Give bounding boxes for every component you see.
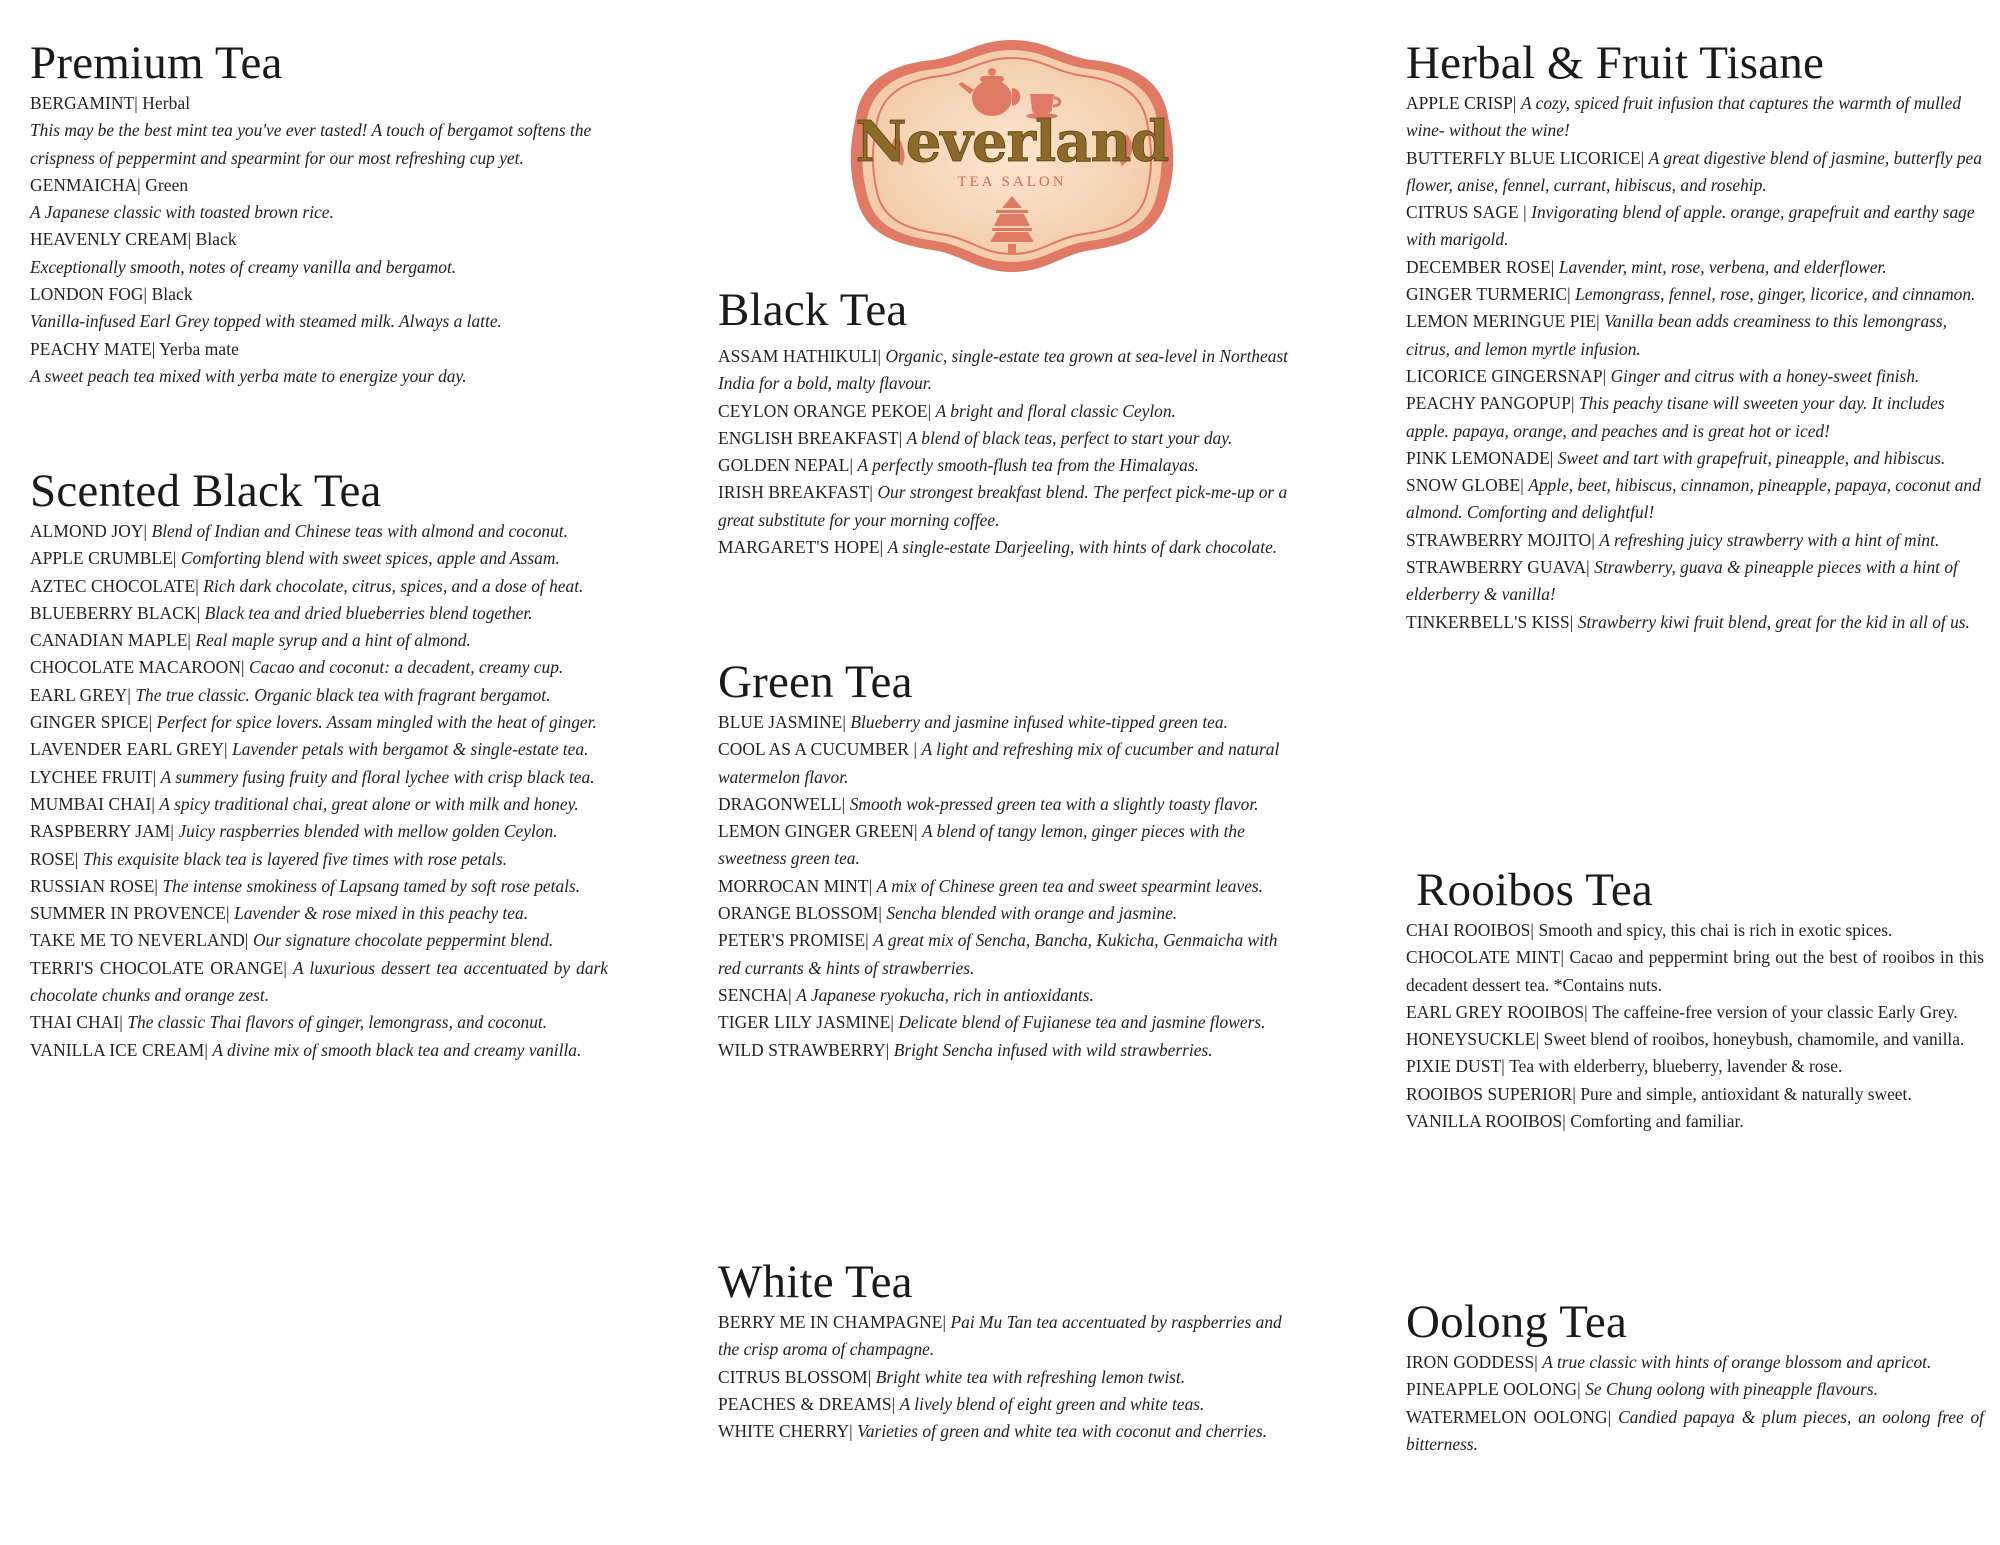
menu-item: BLUEBERRY BLACK| Black tea and dried blueberries blend together. xyxy=(30,602,533,623)
section-black-tea xyxy=(718,283,1290,561)
section-title: Oolong Tea xyxy=(1406,1296,1628,1348)
menu-item: LAVENDER EARL GREY| Lavender petals with bergamot & single-estate tea. xyxy=(30,739,589,760)
menu-list xyxy=(1406,90,1984,636)
menu-item: IRISH BREAKFAST| Our strongest breakfast blend. The perfect pick-me-up or a great substitute for your morning coffee. xyxy=(718,482,1288,530)
menu-item: LEMON GINGER GREEN| A blend of tangy lemon, ginger pieces with the sweetness green tea. xyxy=(718,821,1245,869)
menu-item: BLUE JASMINE| Blueberry and jasmine infused white-tipped green tea. xyxy=(718,712,1228,732)
menu-item: WATERMELON OOLONG| Candied papaya & plum pieces, an oolong free of bitterness. xyxy=(1406,1406,1984,1454)
menu-item: CHOCOLATE MACAROON| Cacao and coconut: a decadent, creamy cup. xyxy=(30,657,564,678)
menu-list xyxy=(30,518,608,1064)
menu-item: PINEAPPLE OOLONG| Se Chung oolong with pineapple flavours. xyxy=(1406,1379,1878,1400)
section-title: Green Tea xyxy=(718,656,913,708)
menu-item: BERRY ME IN CHAMPAGNE| Pai Mu Tan tea accentuated by raspberries and the crisp aroma of champagne. xyxy=(718,1312,1282,1360)
menu-item: APPLE CRUMBLE| Comforting blend with sweet spices, apple and Assam. xyxy=(30,548,560,569)
menu-item: HONEYSUCKLE| Sweet blend of rooibos, honeybush, chamomile, and vanilla. xyxy=(1406,1029,1965,1050)
section-premium-tea xyxy=(30,36,608,390)
menu-item: SUMMER IN PROVENCE| Lavender & rose mixed in this peachy tea. xyxy=(30,903,529,924)
menu-item: PEACHY PANGOPUP| This peachy tisane will sweeten your day. It includes apple. papaya, orange, and peaches and is great hot or iced! xyxy=(1406,393,1945,441)
menu-item: PINK LEMONADE| Sweet and tart with grapefruit, pineapple, and hibiscus. xyxy=(1406,447,1946,468)
menu-item: STRAWBERRY MOJITO| A refreshing juicy strawberry with a hint of mint. xyxy=(1406,529,1940,550)
menu-item: TINKERBELL'S KISS| Strawberry kiwi fruit blend, great for the kid in all of us. xyxy=(1406,611,1970,632)
menu-item: VANILLA ROOIBOS| Comforting and familiar. xyxy=(1406,1111,1744,1132)
menu-item: GINGER SPICE| Perfect for spice lovers. Assam mingled with the heat of ginger. xyxy=(30,712,597,733)
menu-item: VANILLA ICE CREAM| A divine mix of smooth black tea and creamy vanilla. xyxy=(30,1039,582,1060)
menu-item: RASPBERRY JAM| Juicy raspberries blended with mellow golden Ceylon. xyxy=(30,821,558,842)
menu-item: PETER'S PROMISE| A great mix of Sencha, Bancha, Kukicha, Genmaicha with red currants & hints of strawberries. xyxy=(718,930,1278,978)
section-title: Herbal & Fruit Tisane xyxy=(1406,37,1825,89)
menu-item: AZTEC CHOCOLATE| Rich dark chocolate, citrus, spices, and a dose of heat. xyxy=(30,575,584,596)
menu-item: LEMON MERINGUE PIE| Vanilla bean adds creaminess to this lemongrass, citrus, and lemon myrtle infusion. xyxy=(1406,311,1948,359)
menu-item: APPLE CRISP| A cozy, spiced fruit infusion that captures the warmth of mulled wine- without the wine! xyxy=(1406,93,1962,141)
menu-item: DRAGONWELL| Smooth wok-pressed green tea with a slightly toasty flavor. xyxy=(718,793,1259,814)
menu-item: ASSAM HATHIKULI| Organic, single-estate tea grown at sea-level in Northeast India for a bold, malty flavour. xyxy=(718,346,1288,394)
logo-badge-icon xyxy=(842,36,1182,276)
menu-item: SNOW GLOBE| Apple, beet, hibiscus, cinnamon, pineapple, papaya, coconut and almond. Comforting and delightful! xyxy=(1406,475,1981,523)
menu-item: MORROCAN MINT| A mix of Chinese green tea and sweet spearmint leaves. xyxy=(718,875,1264,896)
menu-list xyxy=(718,709,1290,1064)
svg-text:Neverland: Neverland xyxy=(855,109,1169,175)
menu-item: STRAWBERRY GUAVA| Strawberry, guava & pineapple pieces with a hint of elderberry & vanilla! xyxy=(1406,557,1958,605)
menu-item: MARGARET'S HOPE| A single-estate Darjeeling, with hints of dark chocolate. xyxy=(718,537,1278,558)
menu-list xyxy=(30,90,608,390)
menu-item: RUSSIAN ROSE| The intense smokiness of Lapsang tamed by soft rose petals. xyxy=(30,875,581,896)
section-green-tea xyxy=(718,655,1290,1064)
menu-item: GOLDEN NEPAL| A perfectly smooth-flush tea from the Himalayas. xyxy=(718,455,1199,476)
menu-item: CEYLON ORANGE PEKOE| A bright and floral classic Ceylon. xyxy=(718,400,1176,421)
section-title: Premium Tea xyxy=(30,37,283,89)
menu-item: PEACHY MATE| Yerba mate A sweet peach tea mixed with yerba mate to energize your day. xyxy=(30,338,467,386)
menu-item: MUMBAI CHAI| A spicy traditional chai, great alone or with milk and honey. xyxy=(30,793,579,814)
menu-item: IRON GODDESS| A true classic with hints of orange blossom and apricot. xyxy=(1406,1352,1932,1372)
menu-list xyxy=(1406,917,1984,1135)
menu-item: THAI CHAI| The classic Thai flavors of ginger, lemongrass, and coconut. xyxy=(30,1012,548,1033)
menu-item: LYCHEE FRUIT| A summery fusing fruity and floral lychee with crisp black tea. xyxy=(30,766,595,787)
menu-item: BERGAMINT| Herbal This may be the best mint tea you've ever tasted! A touch of bergamot softens the crispness of peppermint and spearmint for our most refreshing cup yet. xyxy=(30,93,592,168)
section-title: Black Tea xyxy=(718,284,908,336)
section-title: White Tea xyxy=(718,1256,913,1308)
section-title: Scented Black Tea xyxy=(30,465,382,517)
menu-item: LONDON FOG| Black Vanilla-infused Earl Grey topped with steamed milk. Always a latte. xyxy=(30,284,502,332)
menu-item: CITRUS BLOSSOM| Bright white tea with refreshing lemon twist. xyxy=(718,1366,1186,1387)
menu-item: CITRUS SAGE | Invigorating blend of apple. orange, grapefruit and earthy sage with marigold. xyxy=(1406,202,1975,250)
menu-item: PEACHES & DREAMS| A lively blend of eight green and white teas. xyxy=(718,1393,1205,1414)
menu-item: PIXIE DUST| Tea with elderberry, blueberry, lavender & rose. xyxy=(1406,1056,1843,1077)
menu-item: TAKE ME TO NEVERLAND| Our signature chocolate peppermint blend. xyxy=(30,930,554,951)
menu-item: HEAVENLY CREAM| Black Exceptionally smooth, notes of creamy vanilla and bergamot. xyxy=(30,229,457,277)
section-herbal-fruit-tisane xyxy=(1406,36,1984,636)
section-oolong-tea xyxy=(1406,1295,1984,1458)
neverland-logo xyxy=(842,36,1182,276)
menu-item: TIGER LILY JASMINE| Delicate blend of Fujianese tea and jasmine flowers. xyxy=(718,1012,1266,1033)
menu-item: LICORICE GINGERSNAP| Ginger and citrus with a honey-sweet finish. xyxy=(1406,365,1920,386)
menu-list xyxy=(1406,1349,1984,1458)
section-rooibos-tea xyxy=(1406,863,1984,1135)
section-scented-black-tea xyxy=(30,464,608,1064)
menu-item: ROOIBOS SUPERIOR| Pure and simple, antioxidant & naturally sweet. xyxy=(1406,1083,1912,1104)
section-white-tea xyxy=(718,1255,1290,1445)
menu-item: CHAI ROOIBOS| Smooth and spicy, this chai is rich in exotic spices. xyxy=(1406,920,1893,940)
menu-list xyxy=(718,343,1290,561)
menu-item: ENGLISH BREAKFAST| A blend of black teas, perfect to start your day. xyxy=(718,427,1233,448)
menu-item: ROSE| This exquisite black tea is layered five times with rose petals. xyxy=(30,848,508,869)
menu-list xyxy=(718,1309,1290,1445)
menu-item: WILD STRAWBERRY| Bright Sencha infused with wild strawberries. xyxy=(718,1039,1213,1060)
menu-item: SENCHA| A Japanese ryokucha, rich in antioxidants. xyxy=(718,984,1094,1005)
menu-item: WHITE CHERRY| Varieties of green and white tea with coconut and cherries. xyxy=(718,1421,1268,1442)
menu-item: DECEMBER ROSE| Lavender, mint, rose, verbena, and elderflower. xyxy=(1406,256,1887,277)
menu-item: ALMOND JOY| Blend of Indian and Chinese teas with almond and coconut. xyxy=(30,521,568,541)
menu-item: TERRI'S CHOCOLATE ORANGE| A luxurious dessert tea accentuated by dark chocolate chunks and orange zest. xyxy=(30,957,608,1006)
menu-item: COOL AS A CUCUMBER | A light and refreshing mix of cucumber and natural watermelon flavor. xyxy=(718,739,1280,787)
menu-item: GINGER TURMERIC| Lemongrass, fennel, rose, ginger, licorice, and cinnamon. xyxy=(1406,284,1976,305)
menu-item: EARL GREY| The true classic. Organic black tea with fragrant bergamot. xyxy=(30,684,551,705)
menu-item: CHOCOLATE MINT| Cacao and peppermint bring out the best of rooibos in this decadent dessert tea. *Contains nuts. xyxy=(1406,947,1984,995)
menu-item: GENMAICHA| Green A Japanese classic with toasted brown rice. xyxy=(30,174,334,223)
menu-item: EARL GREY ROOIBOS| The caffeine-free version of your classic Early Grey. xyxy=(1406,1001,1958,1022)
menu-item: ORANGE BLOSSOM| Sencha blended with orange and jasmine. xyxy=(718,903,1178,924)
menu-item: CANADIAN MAPLE| Real maple syrup and a hint of almond. xyxy=(30,630,471,651)
menu-item: BUTTERFLY BLUE LICORICE| A great digestive blend of jasmine, butterfly pea flower, anise, fennel, currant, hibiscus, and rosehip. xyxy=(1406,147,1982,195)
section-title: Rooibos Tea xyxy=(1416,864,1653,916)
svg-text:TEA SALON: TEA SALON xyxy=(957,174,1067,190)
